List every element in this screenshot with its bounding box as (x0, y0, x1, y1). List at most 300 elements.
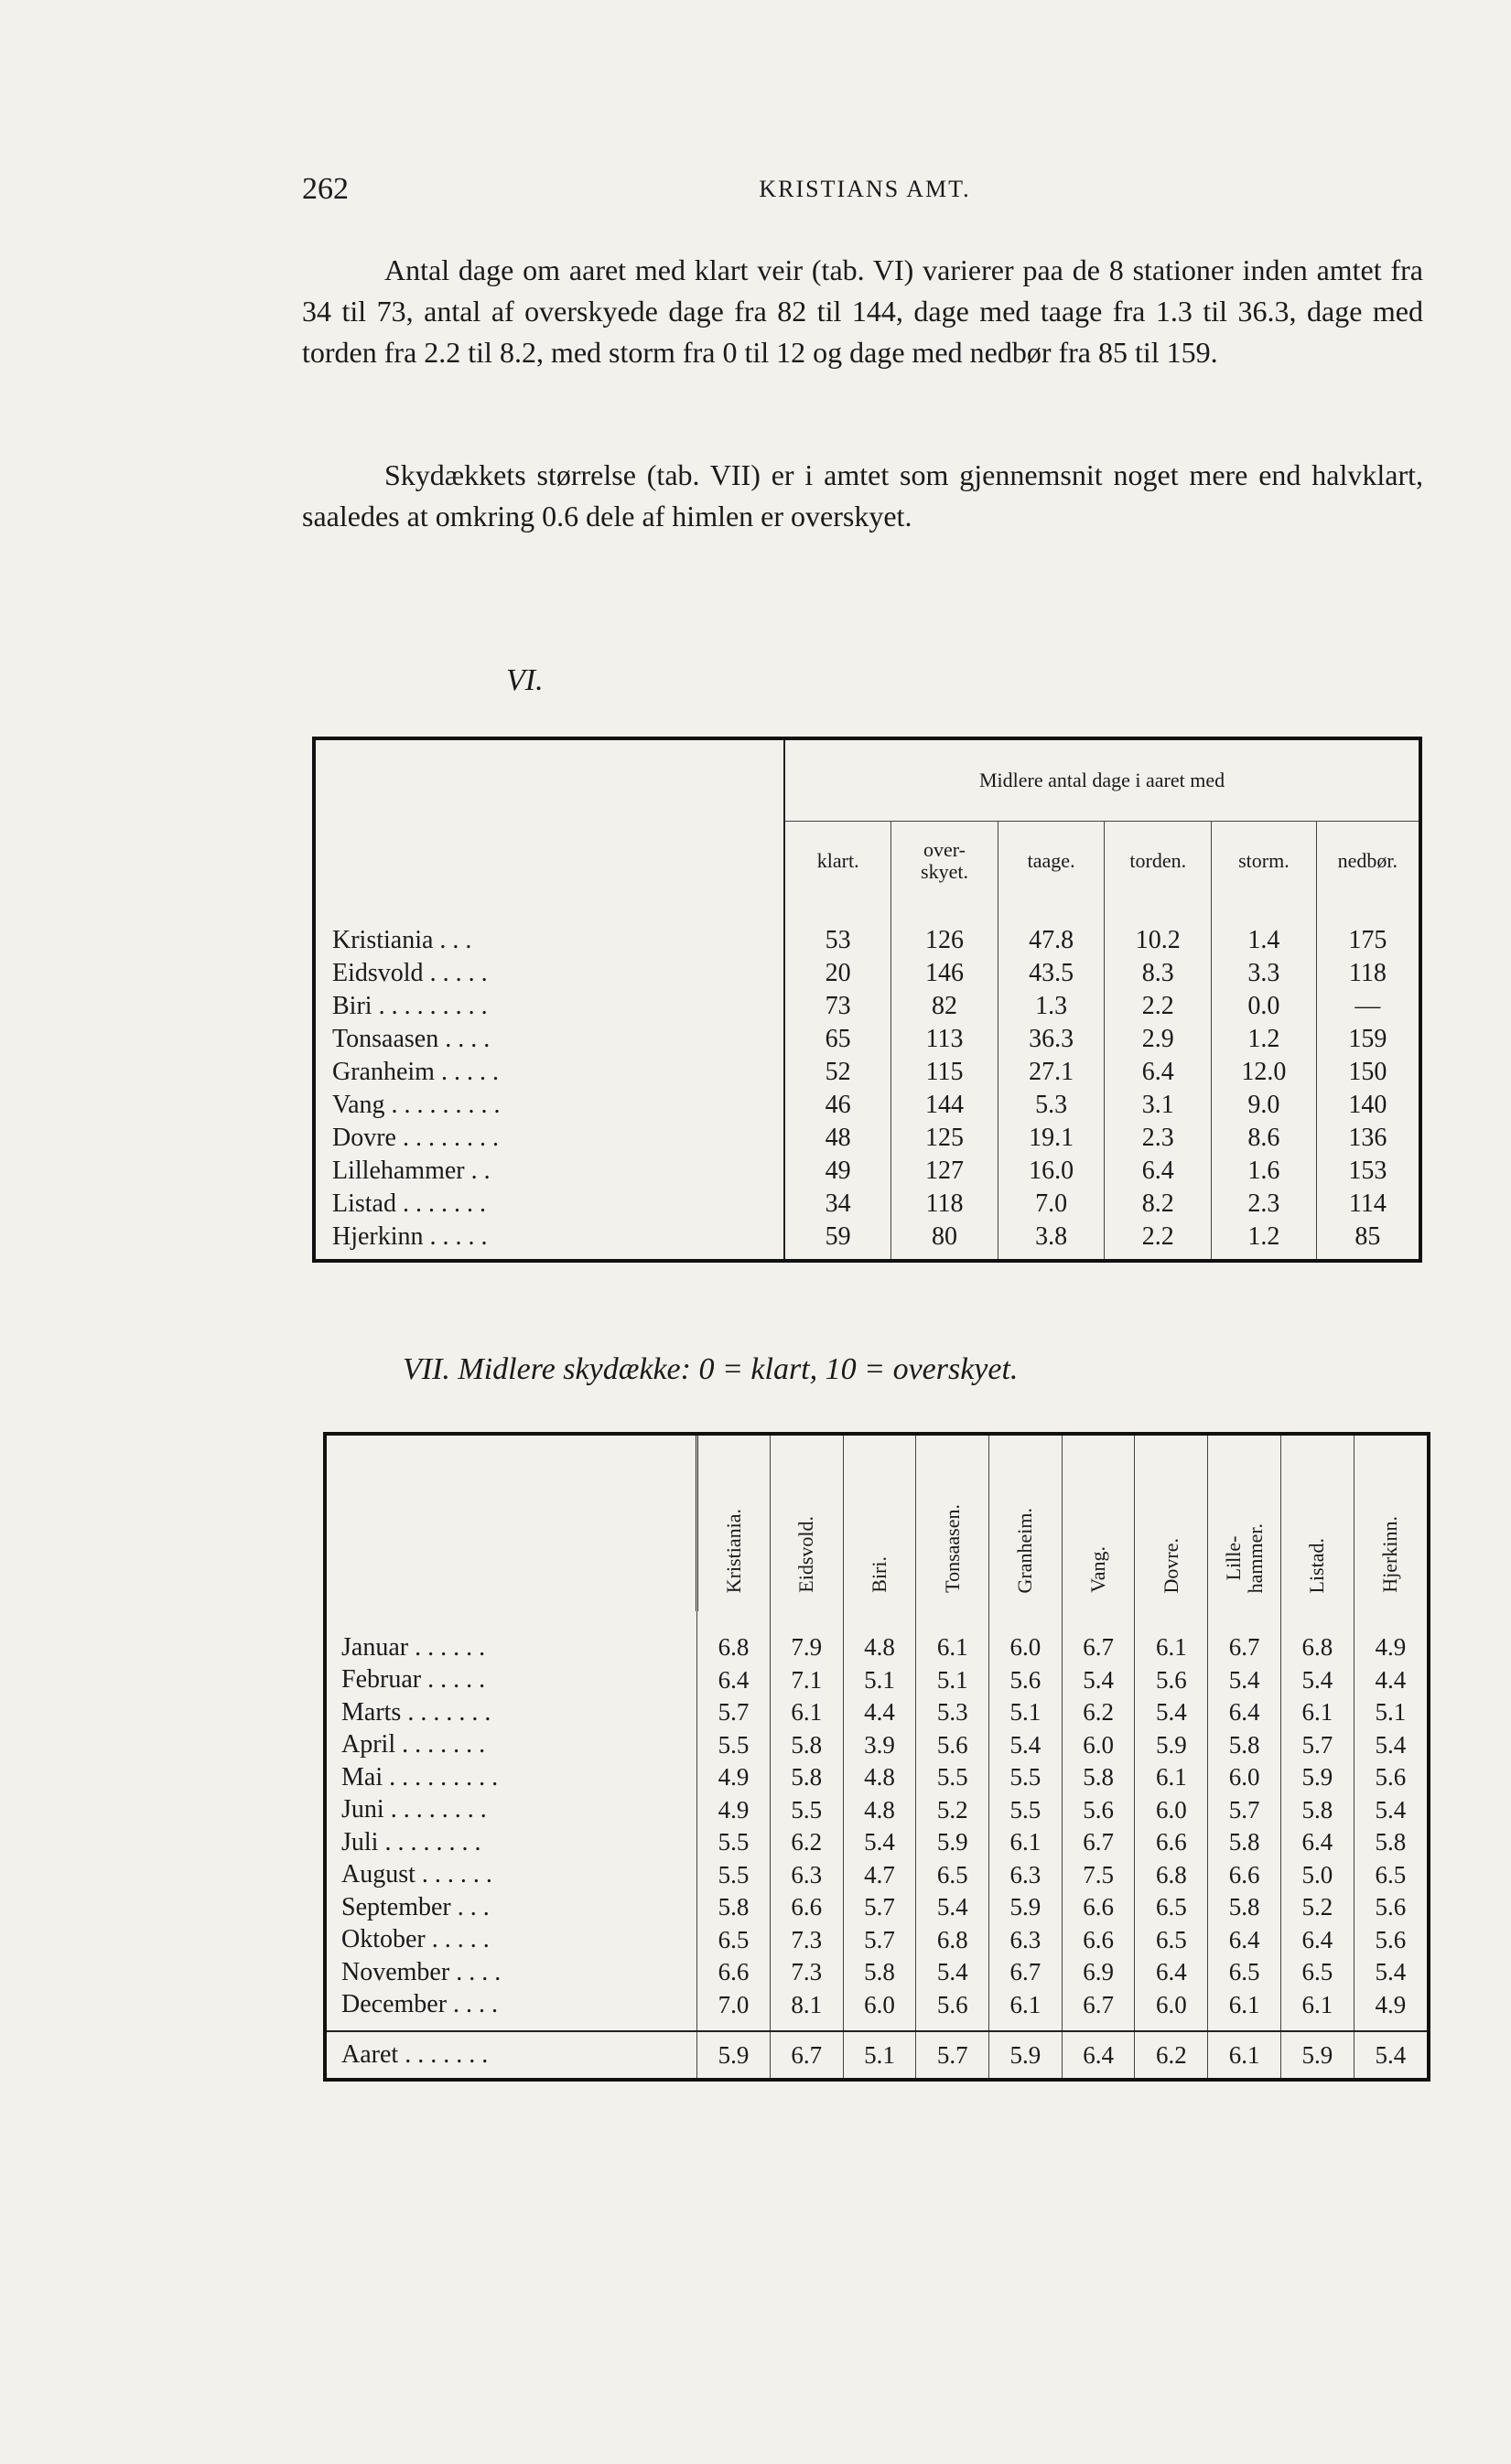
spacer-cell (843, 2021, 916, 2031)
table-cell: 6.8 (1135, 1859, 1208, 1892)
table-cell: 1.3 (998, 990, 1105, 1023)
table-cell: 5.8 (1354, 1826, 1429, 1859)
spacer-cell (916, 2021, 989, 2031)
table-cell: 6.2 (770, 1826, 843, 1859)
leader-dots: . . . (433, 926, 472, 954)
table-cell: 6.6 (770, 1891, 843, 1924)
table-7-col-header (1135, 1434, 1208, 1611)
table-7-spacer (325, 2021, 1429, 2031)
table-cell: 7.3 (770, 1956, 843, 1989)
table-6-col-header: storm. (1212, 822, 1317, 901)
table-cell: 6.1 (989, 1826, 1063, 1859)
table-cell: 5.6 (1135, 1664, 1208, 1697)
table-row (325, 1826, 1429, 1859)
table-cell: 6.7 (1208, 1631, 1281, 1664)
table-cell: 5.6 (1354, 1891, 1429, 1924)
month-label: Februar (341, 1665, 422, 1695)
table-cell: 2.3 (1212, 1188, 1317, 1221)
table-cell: 5.5 (989, 1794, 1063, 1827)
table-cell: 5.1 (1354, 1696, 1429, 1729)
table-6-col-header: nedbør. (1316, 822, 1420, 901)
month-name (325, 1696, 697, 1729)
month-name (325, 1761, 697, 1794)
table-7-col-header (843, 1434, 916, 1611)
station-label: Dovre (332, 1124, 396, 1152)
table-cell: 5.8 (1208, 1729, 1281, 1762)
table-cell: 5.8 (843, 1956, 916, 1989)
table-cell: 5.8 (770, 1761, 843, 1794)
spacer-cell (1316, 900, 1420, 924)
table-cell: 6.0 (843, 1989, 916, 2022)
table-cell: 6.1 (916, 1631, 989, 1664)
table-cell: 6.7 (1062, 1631, 1135, 1664)
table-cell: 2.2 (1105, 990, 1212, 1023)
month-label: December (341, 1990, 448, 2019)
month-label: August (341, 1860, 416, 1889)
spacer-cell (314, 900, 784, 924)
leader-dots: . . . . . . (408, 1632, 486, 1662)
table-cell: 159 (1316, 1023, 1420, 1056)
station-name (314, 1056, 784, 1089)
month-name (325, 1729, 697, 1762)
table-cell: 73 (784, 990, 891, 1023)
table-cell: 4.9 (697, 1794, 771, 1827)
col-header-label: Dovre. (1159, 1537, 1182, 1593)
table-cell: 3.1 (1105, 1089, 1212, 1122)
table-cell: 52 (784, 1056, 891, 1089)
spacer-cell (325, 2021, 697, 2031)
table-cell: 5.5 (697, 1826, 771, 1859)
table-cell: 6.1 (770, 1696, 843, 1729)
table-row (314, 1221, 1420, 1261)
table-cell: 6.7 (989, 1956, 1063, 1989)
table-cell: 48 (784, 1122, 891, 1155)
leader-dots: . . . . . (425, 1925, 490, 1954)
month-name (325, 1989, 697, 2022)
table-cell: 6.0 (1135, 1989, 1208, 2022)
table-cell: 6.0 (1135, 1794, 1208, 1827)
table-7-spacer (325, 1611, 1429, 1631)
table-cell: 150 (1316, 1056, 1420, 1089)
spacer-cell (891, 900, 998, 924)
table-row (325, 1956, 1429, 1989)
table-cell: 5.4 (1354, 1956, 1429, 1989)
table-row (314, 1056, 1420, 1089)
spacer-cell (1212, 900, 1317, 924)
table-cell: 47.8 (998, 924, 1105, 957)
spacer-cell (1135, 1611, 1208, 1631)
table-7-col-header (1281, 1434, 1355, 1611)
table-6-super-header: Midlere antal dage i aaret med (784, 738, 1420, 822)
table-row (325, 1696, 1429, 1729)
table-row (325, 1891, 1429, 1924)
table-cell: 19.1 (998, 1122, 1105, 1155)
table-cell: 2.3 (1105, 1122, 1212, 1155)
table-cell: 6.1 (1208, 1989, 1281, 2022)
table-7-col-header (1354, 1434, 1429, 1611)
table-cell: 5.9 (1135, 1729, 1208, 1762)
month-label: April (341, 1730, 396, 1759)
table-cell: 5.4 (1354, 1794, 1429, 1827)
table-cell: 6.5 (1135, 1924, 1208, 1957)
table-cell: 136 (1316, 1122, 1420, 1155)
page-header (302, 172, 1428, 212)
table-cell: 6.3 (989, 1859, 1063, 1892)
table-6-col-header: klart. (784, 822, 891, 901)
spacer-cell (697, 2021, 771, 2031)
table-row (314, 1089, 1420, 1122)
station-label: Vang (332, 1091, 385, 1119)
table-cell: 118 (1316, 957, 1420, 990)
table-6-col-header: over- skyet. (891, 822, 998, 901)
table-row (325, 1859, 1429, 1892)
leader-dots: . . . . . . . . . (372, 992, 488, 1020)
table-cell: 175 (1316, 924, 1420, 957)
spacer-cell (989, 1611, 1063, 1631)
spacer-cell (1354, 1611, 1429, 1631)
table-cell: 6.1 (1281, 1989, 1355, 2022)
table-cell: 6.6 (697, 1956, 771, 1989)
table-row (314, 1188, 1420, 1221)
leader-dots: . . . . . . . (396, 1189, 486, 1218)
spacer-cell (1281, 2021, 1355, 2031)
table-cell: 6.0 (1208, 1761, 1281, 1794)
table-cell: 5.1 (916, 1664, 989, 1697)
spacer-cell (1135, 2021, 1208, 2031)
spacer-cell (989, 2021, 1063, 2031)
paragraph-2-text: Skydækkets størrelse (tab. VII) er i amtet som gjennemsnit noget mere end halvklart, saaledes at omkring 0.6 dele af himlen er overskyet. (302, 458, 1423, 533)
paragraph-2 (302, 455, 1423, 537)
table-cell: 1.6 (1212, 1155, 1317, 1188)
table-row (325, 1631, 1429, 1664)
table-cell: 6.1 (1135, 1631, 1208, 1664)
paragraph-1-text: Antal dage om aaret med klart veir (tab. VI) varierer paa de 8 stationer inden amtet fra 34 til 73, antal af overskyede dage fra 82 til 144, dage med taage fra 1.3 til 36.3, dage med torden fra 2.2 til 8.2, med storm fra 0 til 12 og dage med nedbør fra 85 til 159. (302, 253, 1423, 369)
table-cell: 6.1 (989, 1989, 1063, 2022)
table-7-col-header (1062, 1434, 1135, 1611)
spacer-cell (1281, 1611, 1355, 1631)
col-header-label: Hjerkinn. (1378, 1516, 1402, 1593)
table-cell: 5.7 (1281, 1729, 1355, 1762)
table-cell: 5.6 (916, 1729, 989, 1762)
table-cell: 5.9 (1281, 2031, 1355, 2080)
table-cell: 5.6 (1354, 1761, 1429, 1794)
month-label: Oktober (341, 1925, 426, 1954)
table-7 (323, 1432, 1430, 2082)
table-cell: 6.0 (1062, 1729, 1135, 1762)
month-label: Juni (341, 1795, 384, 1824)
leader-dots: . . . . . . . . . (383, 1762, 499, 1792)
table-row (325, 1729, 1429, 1762)
station-label: Listad (332, 1189, 396, 1218)
table-cell: 3.8 (998, 1221, 1105, 1261)
table-cell: 5.1 (843, 1664, 916, 1697)
table-row (325, 1664, 1429, 1697)
table-cell: 6.2 (1135, 2031, 1208, 2080)
leader-dots: . . . . . . . . (383, 1795, 487, 1824)
col-header-label: Listad. (1305, 1537, 1329, 1593)
table-cell: 4.8 (843, 1631, 916, 1664)
table-cell: 5.7 (697, 1696, 771, 1729)
leader-dots: . . . . . . . . . (384, 1091, 501, 1119)
page-number: 262 (302, 172, 349, 206)
leader-dots: . . . . . . . . (395, 1124, 499, 1152)
station-label: Kristiania (332, 926, 434, 954)
spacer-cell (1062, 1611, 1135, 1631)
month-name (325, 1664, 697, 1697)
month-label: Juli (341, 1827, 379, 1856)
month-name (325, 1631, 697, 1664)
table-cell: 4.4 (843, 1696, 916, 1729)
month-name (325, 1794, 697, 1827)
spacer-cell (697, 1611, 771, 1631)
station-name (314, 1122, 784, 1155)
table-cell: 5.4 (916, 1956, 989, 1989)
table-cell: 5.1 (843, 2031, 916, 2080)
table-cell: 80 (891, 1221, 998, 1261)
station-label: Eidsvold (332, 959, 424, 987)
spacer-cell (770, 1611, 843, 1631)
col-header-label: Tonsaasen. (940, 1504, 964, 1593)
spacer-cell (1354, 2021, 1429, 2031)
leader-dots: . . . . . (434, 1058, 499, 1086)
table-cell: 5.8 (1208, 1891, 1281, 1924)
table-cell: 6.6 (1208, 1859, 1281, 1892)
table-cell: 20 (784, 957, 891, 990)
table-cell: 5.3 (916, 1696, 989, 1729)
station-label: Hjerkinn (332, 1222, 424, 1251)
station-name (314, 1188, 784, 1221)
table-row (325, 1989, 1429, 2022)
table-row (314, 957, 1420, 990)
table-cell: 6.4 (1208, 1924, 1281, 1957)
leader-dots: . . . . (449, 1957, 502, 1986)
station-label: Granheim (332, 1058, 435, 1086)
table-cell: 46 (784, 1089, 891, 1122)
table-cell: 8.1 (770, 1989, 843, 2022)
table-cell: 7.9 (770, 1631, 843, 1664)
table-row (325, 1761, 1429, 1794)
table-row (314, 1155, 1420, 1188)
table-cell: 5.4 (989, 1729, 1063, 1762)
table-6 (312, 737, 1422, 1263)
spacer-cell (325, 1611, 697, 1631)
table-cell: 6.4 (697, 1664, 771, 1697)
table-7-caption: VII. Midlere skydække: 0 = klart, 10 = overskyet. (403, 1352, 1019, 1386)
table-7-col-header (770, 1434, 843, 1611)
station-name (314, 1023, 784, 1056)
table-row (314, 990, 1420, 1023)
table-cell: 7.0 (998, 1188, 1105, 1221)
month-label: Marts (341, 1697, 402, 1727)
table-cell: 6.6 (1062, 1891, 1135, 1924)
spacer-cell (1208, 1611, 1281, 1631)
table-cell: 5.4 (1354, 1729, 1429, 1762)
table-cell: 4.7 (843, 1859, 916, 1892)
table-cell: 7.5 (1062, 1859, 1135, 1892)
leader-dots: . . . . . . . (401, 1697, 491, 1727)
table-cell: 6.4 (1105, 1155, 1212, 1188)
table-row (314, 1122, 1420, 1155)
station-label: Tonsaasen (332, 1025, 439, 1053)
table-cell: 5.1 (989, 1696, 1063, 1729)
table-cell: 6.0 (989, 1631, 1063, 1664)
table-cell: 7.3 (770, 1924, 843, 1957)
table-cell: 16.0 (998, 1155, 1105, 1188)
table-cell: 5.9 (697, 2031, 771, 2080)
table-cell: 6.4 (1281, 1826, 1355, 1859)
table-cell: 6.8 (697, 1631, 771, 1664)
table-cell: 6.4 (1062, 2031, 1135, 2080)
table-cell: 153 (1316, 1155, 1420, 1188)
table-cell: 5.6 (1062, 1794, 1135, 1827)
month-name (325, 1924, 697, 1957)
table-row (314, 924, 1420, 957)
table-cell: 5.4 (1354, 2031, 1429, 2080)
leader-dots: . . . . . (423, 959, 488, 987)
table-row (325, 1924, 1429, 1957)
leader-dots: . . . . (438, 1025, 491, 1053)
station-name (314, 924, 784, 957)
table-cell: 5.7 (916, 2031, 989, 2080)
table-cell: 3.9 (843, 1729, 916, 1762)
table-cell: 8.6 (1212, 1122, 1317, 1155)
table-6-stub-header (314, 738, 784, 900)
table-cell: 6.4 (1208, 1696, 1281, 1729)
table-6-col-header: torden. (1105, 822, 1212, 901)
table-cell: 125 (891, 1122, 998, 1155)
table-cell: 5.5 (916, 1761, 989, 1794)
table-cell: 6.4 (1135, 1956, 1208, 1989)
col-header-label: Eidsvold. (794, 1516, 818, 1593)
table-cell: 6.8 (916, 1924, 989, 1957)
table-cell: 6.1 (1281, 1696, 1355, 1729)
table-cell: 144 (891, 1089, 998, 1122)
table-6-caption: VI. (506, 663, 544, 697)
col-header-label: Vang. (1086, 1546, 1110, 1593)
table-cell: 6.1 (1135, 1761, 1208, 1794)
table-cell: 5.7 (1208, 1794, 1281, 1827)
table-cell: 5.5 (989, 1761, 1063, 1794)
table-cell: 5.7 (843, 1924, 916, 1957)
table-cell: 6.5 (1135, 1891, 1208, 1924)
table-cell: 6.6 (1135, 1826, 1208, 1859)
table-cell: 4.9 (697, 1761, 771, 1794)
table-cell: 6.5 (916, 1859, 989, 1892)
table-cell: 4.4 (1354, 1664, 1429, 1697)
month-name (325, 1891, 697, 1924)
table-6-col-header: taage. (998, 822, 1105, 901)
table-cell: 5.4 (1281, 1664, 1355, 1697)
table-cell: 1.4 (1212, 924, 1317, 957)
table-cell: 5.8 (697, 1891, 771, 1924)
table-cell: 82 (891, 990, 998, 1023)
table-cell: 49 (784, 1155, 891, 1188)
table-cell: 6.5 (697, 1924, 771, 1957)
spacer-cell (1105, 900, 1212, 924)
table-cell: 59 (784, 1221, 891, 1261)
table-cell: 6.2 (1062, 1696, 1135, 1729)
table-cell: 6.5 (1208, 1956, 1281, 1989)
table-cell: 6.3 (770, 1859, 843, 1892)
table-cell: 5.4 (1208, 1664, 1281, 1697)
table-cell: 4.8 (843, 1794, 916, 1827)
table-6-body (314, 900, 1420, 1261)
table-cell: 6.9 (1062, 1956, 1135, 1989)
leader-dots: . . . . (447, 1990, 499, 2019)
table-cell: 5.6 (916, 1989, 989, 2022)
month-label: Januar (341, 1632, 409, 1662)
month-name (325, 2031, 697, 2080)
spacer-cell (998, 900, 1105, 924)
table-cell: 36.3 (998, 1023, 1105, 1056)
table-cell: 5.0 (1281, 1859, 1355, 1892)
table-row (325, 1794, 1429, 1827)
month-label: Mai (341, 1762, 383, 1792)
table-cell: 5.8 (770, 1729, 843, 1762)
month-label: Aaret (341, 2040, 399, 2069)
table-cell: 12.0 (1212, 1056, 1317, 1089)
table-cell: 6.4 (1105, 1056, 1212, 1089)
table-cell: 6.1 (1208, 2031, 1281, 2080)
table-cell: 5.6 (1354, 1924, 1429, 1957)
station-name (314, 1089, 784, 1122)
table-cell: 2.9 (1105, 1023, 1212, 1056)
paragraph-1 (302, 250, 1423, 373)
table-cell: 6.7 (770, 2031, 843, 2080)
col-header-label: Biri. (867, 1556, 890, 1593)
table-cell: 65 (784, 1023, 891, 1056)
table-cell: 4.8 (843, 1761, 916, 1794)
month-label: November (341, 1957, 450, 1986)
station-label: Lillehammer (332, 1157, 465, 1185)
table-cell: 5.9 (1281, 1761, 1355, 1794)
table-cell: 0.0 (1212, 990, 1317, 1023)
table-cell: 114 (1316, 1188, 1420, 1221)
table-cell: 7.1 (770, 1664, 843, 1697)
spacer-cell (916, 1611, 989, 1631)
col-header-label: Lille- hammer. (1221, 1523, 1267, 1593)
table-7-col-header (1208, 1434, 1281, 1611)
leader-dots: . . (464, 1157, 491, 1185)
table-cell: 6.3 (989, 1924, 1063, 1957)
table-6-spacer (314, 900, 1420, 924)
table-cell: 85 (1316, 1221, 1420, 1261)
table-cell: 5.4 (916, 1891, 989, 1924)
table-cell: 5.6 (989, 1664, 1063, 1697)
table-cell: 34 (784, 1188, 891, 1221)
table-cell: 6.7 (1062, 1826, 1135, 1859)
table-cell: 4.9 (1354, 1989, 1429, 2022)
spacer-cell (843, 1611, 916, 1631)
table-cell: 118 (891, 1188, 998, 1221)
table-cell: 7.0 (697, 1989, 771, 2022)
station-name (314, 990, 784, 1023)
table-cell: 6.6 (1062, 1924, 1135, 1957)
table-cell: 8.3 (1105, 957, 1212, 990)
leader-dots: . . . . . . . . (378, 1827, 481, 1856)
col-header-label: Kristiania. (722, 1508, 746, 1593)
station-name (314, 1221, 784, 1261)
table-cell: 5.4 (843, 1826, 916, 1859)
table-cell: 27.1 (998, 1056, 1105, 1089)
table-7-col-header (697, 1434, 771, 1611)
month-label: September (341, 1892, 451, 1921)
table-cell: 53 (784, 924, 891, 957)
table-row (314, 1023, 1420, 1056)
table-cell: 113 (891, 1023, 998, 1056)
table-cell: 5.5 (770, 1794, 843, 1827)
table-cell: 1.2 (1212, 1023, 1317, 1056)
